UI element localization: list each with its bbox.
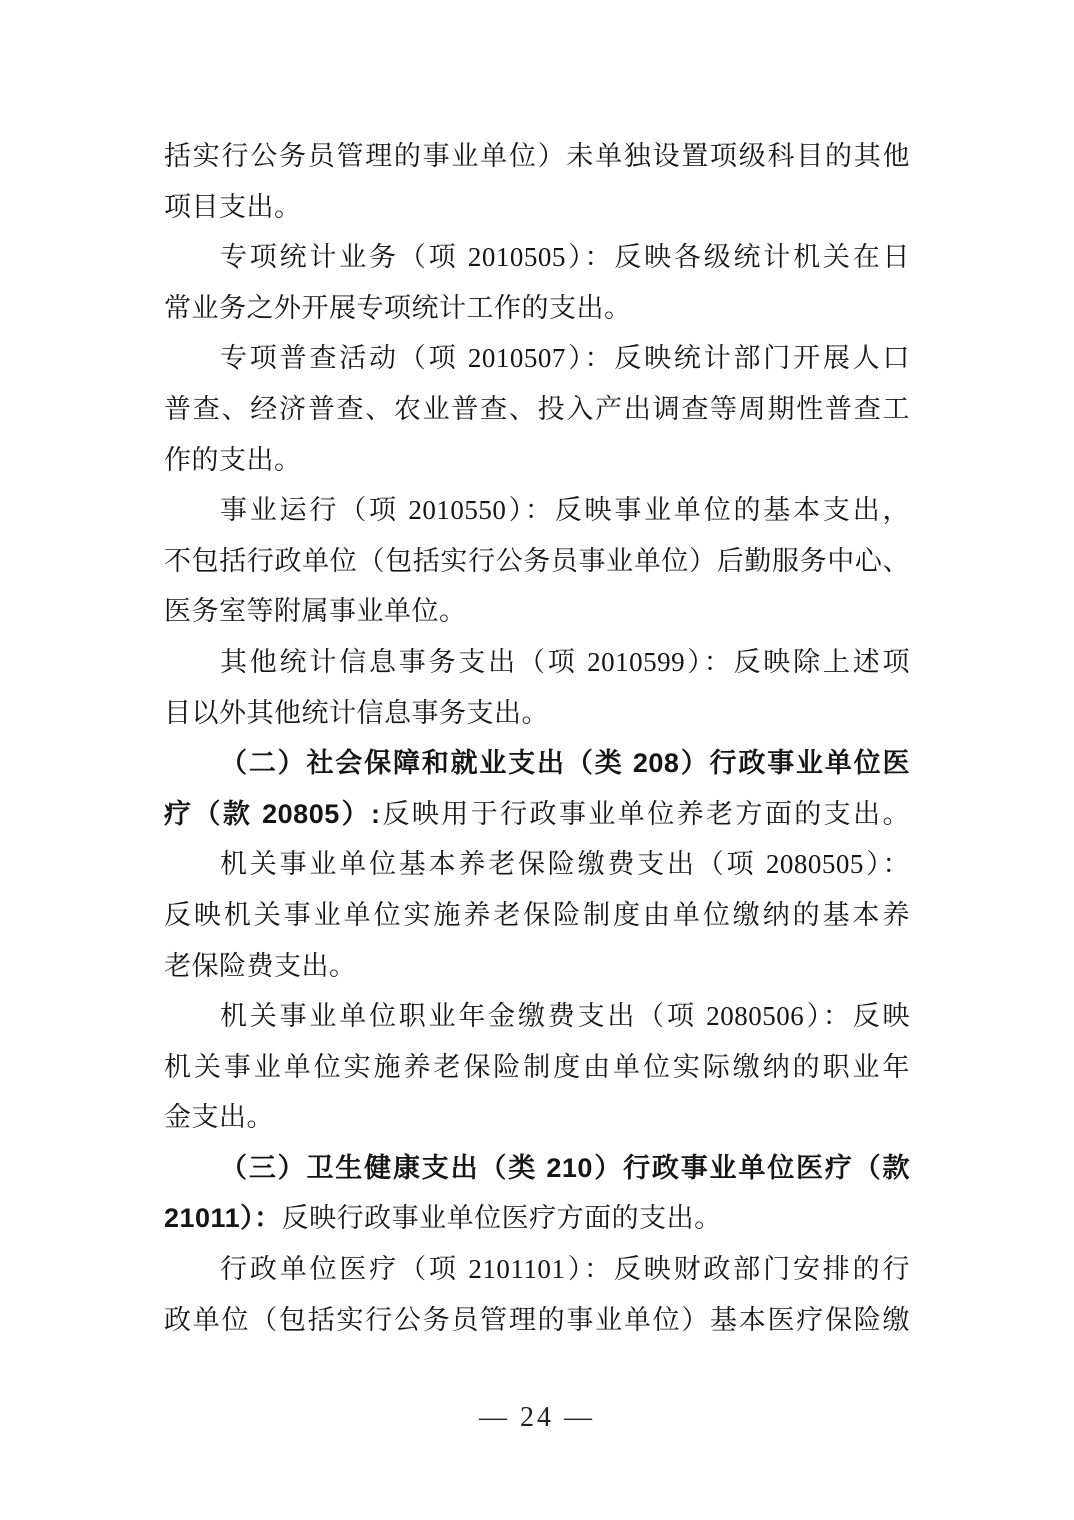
text-run: 不包括行政单位（包括实行公务员事业单位）后勤服务中心、 (164, 545, 910, 576)
text-line (164, 536, 910, 587)
text-line (164, 789, 910, 840)
text-run: 事业运行（项 2010550）：反映事业单位的基本支出， (220, 495, 910, 526)
text-line (164, 688, 910, 739)
text-line (164, 738, 910, 789)
text-run: 项目支出。 (164, 191, 302, 222)
text-line (164, 182, 910, 233)
text-line (164, 131, 910, 182)
text-line (164, 586, 910, 637)
text-line (164, 1092, 910, 1143)
text-line (164, 1193, 910, 1244)
text-run: 反映机关事业单位实施养老保险制度由单位缴纳的基本养 (164, 899, 910, 930)
bold-text-run: 疗（款 20805）: (164, 798, 381, 829)
text-line (164, 1042, 910, 1093)
text-line (164, 1295, 910, 1346)
text-run: 行政单位医疗（项 2101101）：反映财政部门安排的行 (220, 1254, 910, 1285)
text-run: 反映用于行政事业单位养老方面的支出。 (380, 798, 911, 829)
text-run: 专项普查活动（项 2010507）：反映统计部门开展人口 (220, 343, 910, 374)
text-line (164, 333, 910, 384)
text-run: 反映行政事业单位医疗方面的支出。 (281, 1203, 722, 1234)
text-line (164, 991, 910, 1042)
text-run: 机关事业单位职业年金缴费支出（项 2080506）：反映 (220, 1001, 910, 1032)
text-run: 金支出。 (164, 1102, 274, 1133)
text-line (164, 485, 910, 536)
document-body (164, 131, 910, 1345)
text-line (164, 839, 910, 890)
text-line (164, 232, 910, 283)
text-run: 其他统计信息事务支出（项 2010599）：反映除上述项 (220, 646, 910, 677)
text-run: 政单位（包括实行公务员管理的事业单位）基本医疗保险缴 (164, 1304, 910, 1335)
text-run: 机关事业单位实施养老保险制度由单位实际缴纳的职业年 (164, 1051, 910, 1082)
text-run: 常业务之外开展专项统计工作的支出。 (164, 292, 632, 323)
text-run: 机关事业单位基本养老保险缴费支出（项 2080505）： (220, 849, 910, 880)
bold-text-run: （二）社会保障和就业支出（类 208）行政事业单位医 (220, 748, 910, 779)
bold-text-run: 21011）： (164, 1203, 282, 1234)
text-line (164, 1143, 910, 1194)
text-line (164, 941, 910, 992)
text-run: 作的支出。 (164, 444, 302, 475)
text-line (164, 384, 910, 435)
text-run: 专项统计业务（项 2010505）：反映各级统计机关在日 (220, 242, 910, 273)
text-run: 括实行公务员管理的事业单位）未单独设置项级科目的其他 (164, 141, 910, 171)
bold-text-run: （三）卫生健康支出（类 210）行政事业单位医疗（款 (220, 1152, 910, 1183)
page-footer (0, 1402, 1074, 1434)
text-run: 医务室等附属事业单位。 (164, 596, 467, 627)
text-line (164, 283, 910, 334)
text-line (164, 637, 910, 688)
page-number: — 24 — (479, 1402, 595, 1433)
text-line (164, 435, 910, 486)
text-run: 老保险费支出。 (164, 950, 357, 981)
text-line (164, 890, 910, 941)
text-line (164, 1244, 910, 1295)
text-run: 目以外其他统计信息事务支出。 (164, 697, 549, 728)
text-run: 普查、经济普查、农业普查、投入产出调查等周期性普查工 (164, 393, 910, 424)
